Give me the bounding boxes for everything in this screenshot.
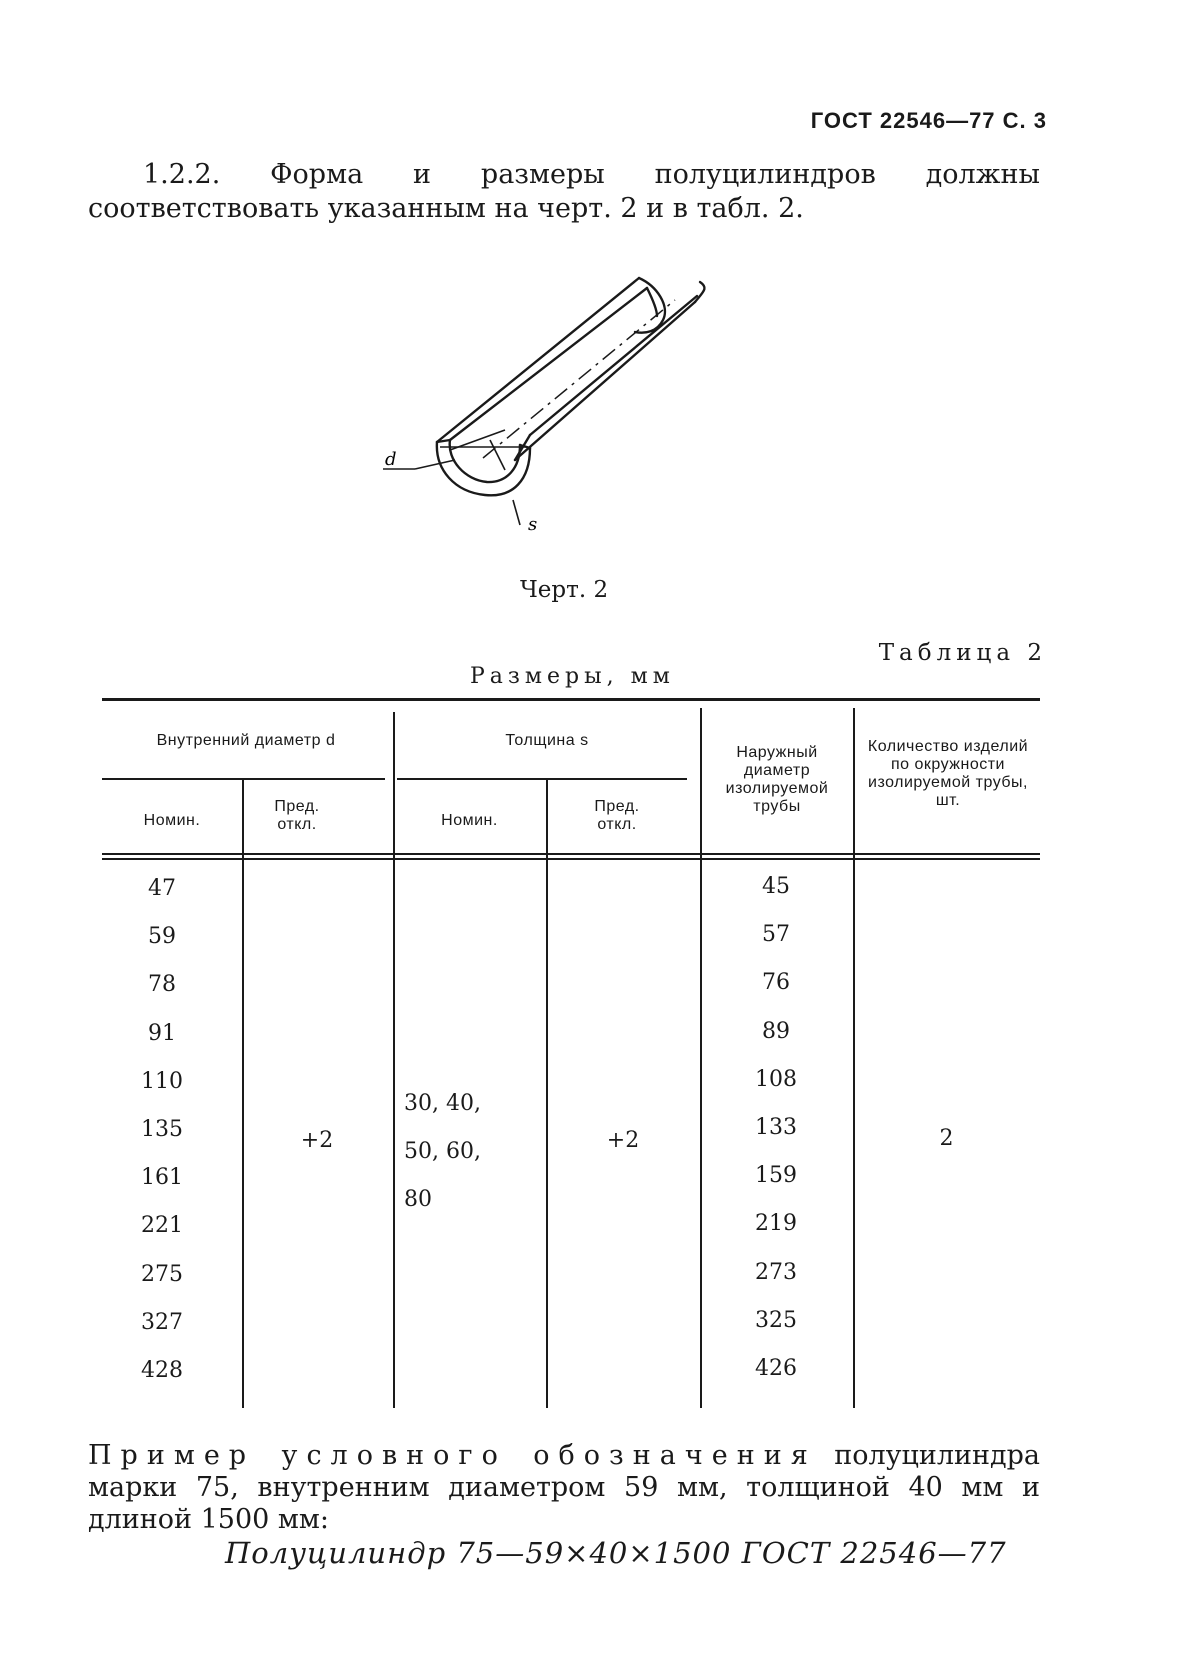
half-cylinder-drawing — [385, 280, 755, 540]
figure-caption: Черт. 2 — [520, 577, 609, 603]
table-label: Таблица 2 — [878, 640, 1047, 666]
outer-diameter-cell: 57 — [762, 922, 790, 948]
header-thickness: Толщина s — [505, 732, 589, 749]
header-quantity: Количество изделий по окружности изолируемой трубы, шт. — [867, 738, 1029, 809]
col-divider-2 — [393, 712, 395, 1408]
inner-nominal-cell: 221 — [141, 1213, 183, 1239]
thickness-nominal-line: 30, 40, — [404, 1091, 481, 1116]
inner-tolerance-cell: +2 — [300, 1128, 334, 1153]
units-label: Размеры, мм — [470, 664, 675, 689]
thickness-nominal-cell — [404, 1080, 534, 1224]
outer-diameter-cell: 108 — [755, 1066, 797, 1092]
inner-nominal-cell: 428 — [141, 1358, 183, 1383]
thickness-nominal-line: 50, 60, — [404, 1139, 481, 1164]
table-top-rule — [102, 698, 1040, 701]
thickness-tolerance-cell: +2 — [606, 1128, 640, 1153]
header-thickness-nominal: Номин. — [441, 812, 498, 829]
header-inner-tolerance: Пред. откл. — [274, 798, 320, 833]
example-lead: Пример условного обозначения — [88, 1440, 817, 1471]
inner-nominal-cell: 91 — [148, 1020, 176, 1046]
inner-nominal-cell: 135 — [141, 1117, 183, 1142]
inner-nominal-cell: 110 — [141, 1068, 183, 1094]
outer-diameter-cell: 133 — [755, 1115, 797, 1140]
inner-nominal-cell: 275 — [141, 1261, 183, 1287]
thickness-nominal-line: 80 — [404, 1187, 432, 1212]
intro-paragraph: 1.2.2. Форма и размеры полуцилиндров должны соответствовать указанным на черт. 2 и в табл. 2. — [88, 159, 1040, 224]
header-thickness-tolerance: Пред. откл. — [594, 798, 640, 833]
header-inner-nominal: Номин. — [143, 812, 201, 829]
outer-diameter-cell: 219 — [755, 1211, 797, 1237]
col-divider-1 — [242, 780, 244, 1408]
outer-diameter-cell: 426 — [755, 1356, 797, 1381]
col-divider-4 — [700, 708, 702, 1408]
col-divider-3 — [546, 780, 548, 1408]
quantity-cell: 2 — [939, 1126, 954, 1151]
col-divider-5 — [853, 708, 855, 1408]
example-text: полуцилиндра марки 75, внутренним диаметром 59 мм, толщиной 40 мм и длиной 1500 мм: — [88, 1440, 1040, 1535]
header-divider-s — [397, 778, 687, 780]
outer-diameter-cell: 45 — [762, 874, 790, 899]
outer-diameter-cell: 325 — [755, 1307, 797, 1333]
example-designation: Полуцилиндр 75—59×40×1500 ГОСТ 22546—77 — [225, 1536, 1007, 1570]
outer-diameter-cell: 76 — [762, 970, 790, 996]
outer-diameter-cell: 89 — [762, 1018, 790, 1044]
inner-nominal-cell: 327 — [141, 1309, 183, 1335]
figure-label-d: d — [385, 449, 397, 470]
outer-diameter-cell: 273 — [755, 1259, 797, 1285]
inner-nominal-cell: 59 — [148, 924, 176, 950]
figure-label-s: s — [528, 514, 538, 535]
inner-nominal-cell: 161 — [141, 1165, 183, 1191]
outer-diameter-cell: 159 — [755, 1163, 797, 1189]
dimensions-table — [102, 698, 1040, 1410]
document-header: ГОСТ 22546—77 С. 3 — [810, 108, 1047, 133]
inner-nominal-cell: 47 — [148, 876, 176, 901]
header-outer-diameter: Наружный диаметр изолируемой трубы — [725, 744, 829, 815]
inner-nominal-cell: 78 — [148, 972, 176, 998]
header-inner-diameter: Внутренний диаметр d — [156, 732, 336, 749]
example-paragraph — [88, 1440, 1040, 1536]
